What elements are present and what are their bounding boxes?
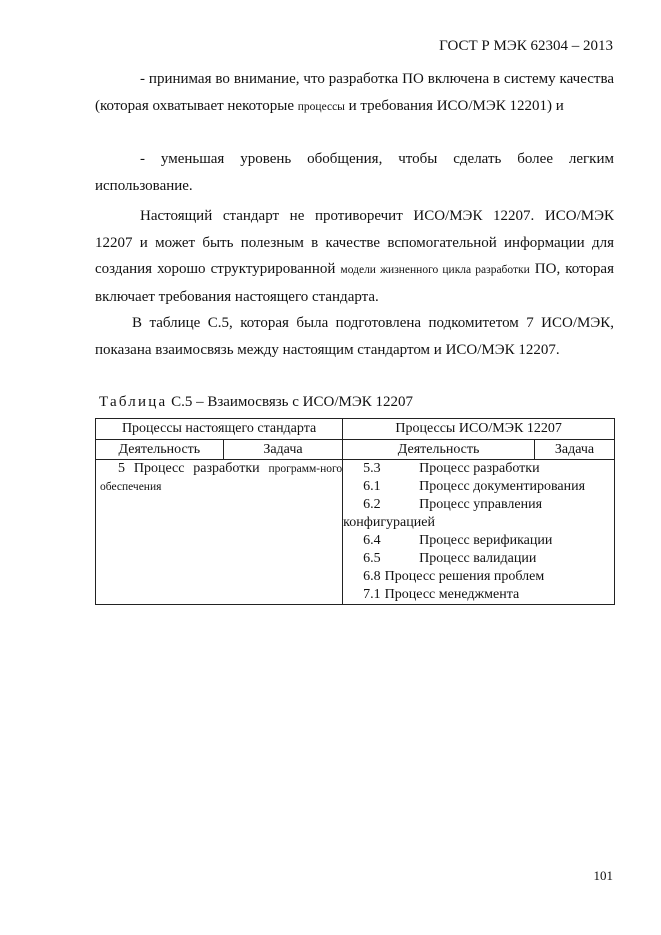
iso-process-item <box>343 568 610 586</box>
col-header-task: Задача <box>535 440 615 460</box>
col-header-activity: Деятельность <box>343 440 535 460</box>
page-number: 101 <box>593 868 613 883</box>
table-row <box>96 460 615 605</box>
iso-process-item <box>343 550 610 568</box>
relationship-table <box>95 418 615 605</box>
group-header-iso-12207: Процессы ИСО/МЭК 12207 <box>343 419 615 440</box>
iso-process-name: Процесс решения проблем <box>384 569 545 584</box>
paragraph-text: и требования ИСО/МЭК 12201) и <box>344 97 564 114</box>
iso-process-name: Процесс документирования <box>419 479 586 494</box>
group-header-this-standard: Процессы настоящего стандарта <box>96 419 343 440</box>
iso-process-item <box>343 460 610 478</box>
iso-process-number: 6.2 <box>363 497 381 512</box>
activity-small-caps: программ-ного обеспечения <box>100 463 343 493</box>
cell-left-activity <box>96 460 343 605</box>
iso-process-name: Процесс управления <box>419 497 543 512</box>
iso-process-number: 6.4 <box>363 533 381 548</box>
iso-process-name-continued: конфигурацией <box>343 515 435 530</box>
paragraph-text: - принимая во внимание, что разработка ПО включена в систему качества (которая охватывает некоторые <box>95 71 614 114</box>
iso-process-name: Процесс валидации <box>419 551 537 566</box>
iso-process-number: 7.1 <box>363 587 381 602</box>
table-column-header-row <box>96 440 615 460</box>
paragraph-compatibility <box>95 203 614 310</box>
iso-process-item <box>343 478 610 496</box>
paragraph-table-intro: В таблице С.5, которая была подготовлена подкомитетом 7 ИСО/МЭК, показана взаимосвязь между настоящим стандартом и ИСО/МЭК 12207. <box>95 315 614 358</box>
paragraph-quality-system <box>95 66 614 120</box>
iso-process-list <box>343 460 610 604</box>
iso-process-number: 6.8 <box>363 569 381 584</box>
iso-process-name: Процесс менеджмента <box>384 587 520 602</box>
activity-text: 5 Процесс разработки <box>118 461 269 476</box>
small-caps-term: процессы <box>297 100 345 113</box>
paragraph-text: ПО, которая включает требования настоящего стандарта. <box>95 261 614 305</box>
cell-right-activities <box>343 460 615 605</box>
table-caption <box>99 394 413 411</box>
col-header-activity: Деятельность <box>96 440 224 460</box>
iso-process-item <box>343 496 610 514</box>
iso-process-number: 5.3 <box>363 461 381 476</box>
iso-process-number: 6.1 <box>363 479 381 494</box>
paragraph-generalization: - уменьшая уровень обобщения, чтобы сделать более легким использование. <box>95 151 614 194</box>
iso-process-name: Процесс верификации <box>419 533 553 548</box>
table-caption-label: Таблица <box>99 394 168 410</box>
document-header: ГОСТ Р МЭК 62304 – 2013 <box>439 38 613 54</box>
iso-process-number: 6.5 <box>363 551 381 566</box>
iso-process-item <box>343 532 610 550</box>
paragraph-text: Настоящий стандарт не противоречит ИСО/МЭК 12207. ИСО/МЭК 12207 и может быть полезным в качестве вспомогательной информации для создания хорошо структурированной <box>95 208 614 277</box>
table-group-header-row <box>96 419 615 440</box>
table-caption-text: С.5 – Взаимосвязь с ИСО/МЭК 12207 <box>167 394 413 410</box>
col-header-task: Задача <box>223 440 342 460</box>
iso-process-name: Процесс разработки <box>419 461 540 476</box>
iso-process-item <box>343 586 610 604</box>
small-caps-term: модели жизненного цикла разработки <box>340 264 530 276</box>
